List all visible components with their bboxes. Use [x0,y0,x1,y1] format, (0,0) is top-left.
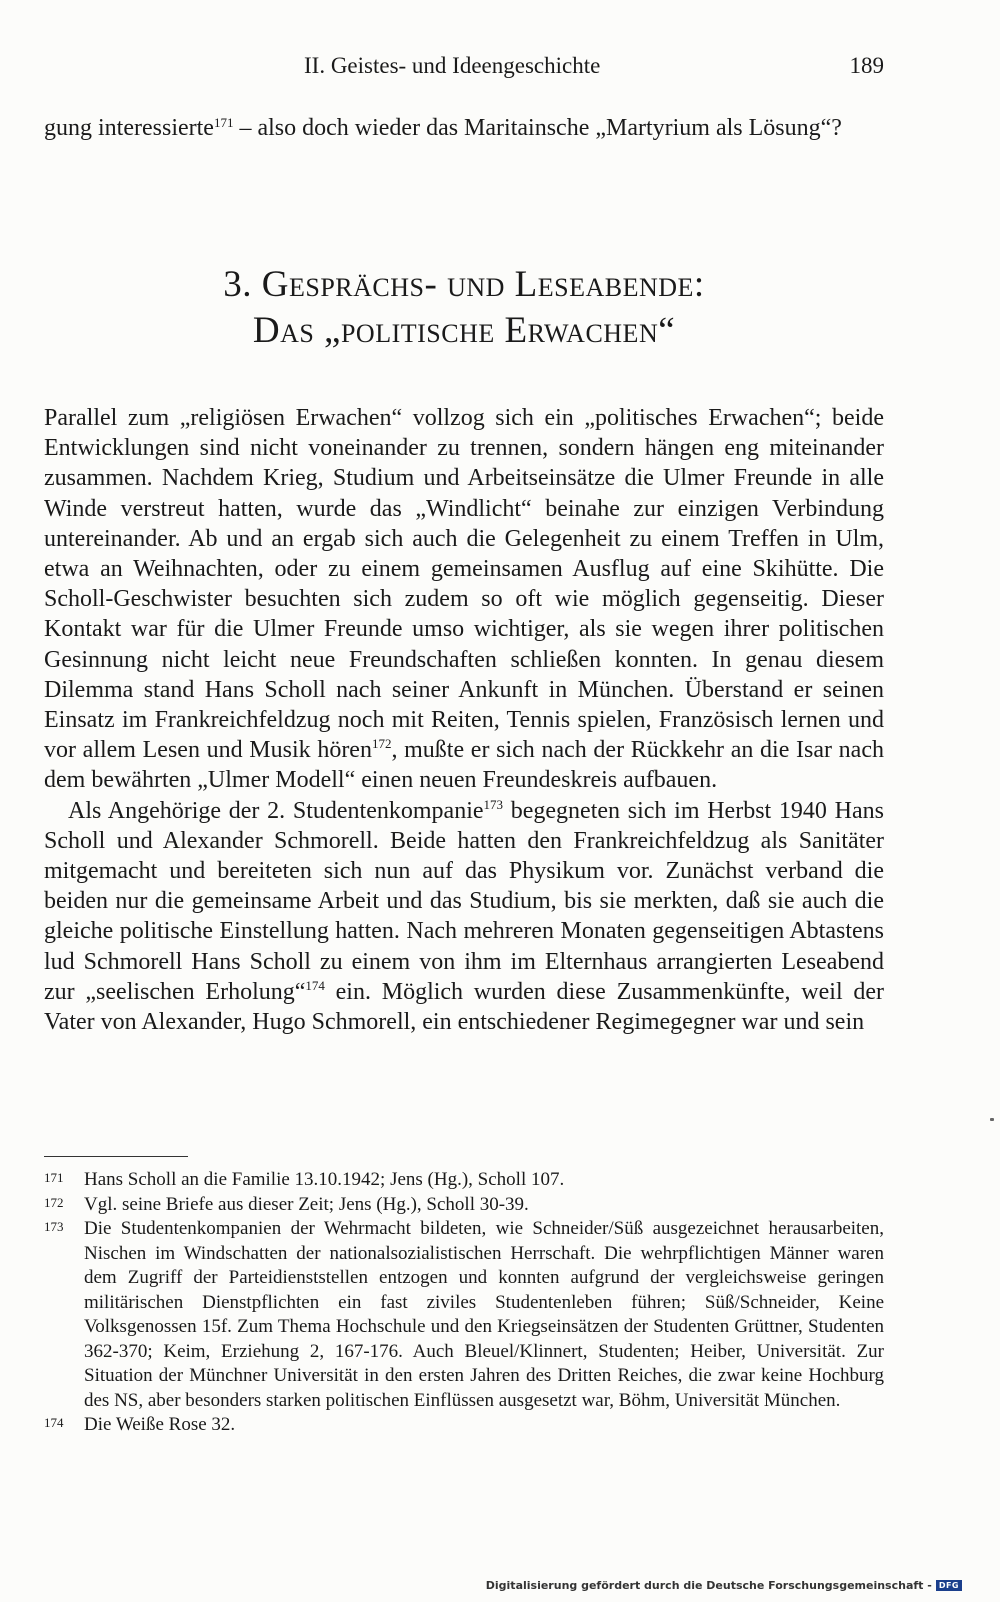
paragraph-text: begegneten sich im Herbst 1940 Hans Scholl und Alexander Schmorell. Beide hatten den Frankreichfeldzug als Sanitäter mitgemacht und bereiteten sich nun auf das Physikum vor. Zunächst verband die beiden nur die gemeinsame Arbeit und das Studium, bis sie merkten, daß sie auch die gleiche politische Einstellung hatten. Nach mehreren Monaten gegenseitigen Abtastens lud Schmorell Hans Scholl zu einem von ihm im Elternhaus arrangierten Leseabend zur „seelischen Erholung“ [44,797,884,1005]
footnote-text: Vgl. seine Briefe aus dieser Zeit; Jens (Hg.), Scholl 30-39. [84,1193,529,1215]
body-text [44,403,884,1037]
footnote-172 [44,1193,884,1218]
carryover-text: – also doch wieder das Maritainsche „Martyrium als Lösung“? [233,115,842,141]
footnote-171 [44,1168,884,1193]
footnotes [44,1168,884,1438]
paragraph-text: , mußte er sich nach der Rückkehr an die Isar nach dem bewährten „Ulmer Modell“ einen neuen Freundeskreis aufbauen. [44,737,884,794]
footnote-173 [44,1217,884,1413]
running-title: II. Geistes- und Ideengeschichte [304,53,601,78]
footnote-number: 171 [44,1170,64,1185]
footnote-number: 174 [44,1415,64,1430]
section-heading [44,262,884,354]
carryover-paragraph [44,114,884,144]
paragraph-2 [44,796,884,1038]
footnote-number: 172 [44,1194,64,1210]
digitization-credit [486,1579,962,1592]
section-heading-line-2: Das „politische Erwachen“ [252,310,676,351]
paragraph-text: Als Angehörige der 2. Studentenkompanie [68,797,484,824]
footnote-text: Die Studentenkompanien der Wehrmacht bildeten, wie Schneider/Süß ausgezeichnet herausarbeiten, Nischen im Windschatten der nationalsozialistischen Herrschaft. Die wehrpflichtigen Männer waren dem Zugriff der Parteidienststellen entzogen und konnten aufgrund der vergleichsweise geringen militärischen Dienstpflichten ein fast ziviles Studentenleben führen; Süß/Schneider, Keine Volksgenossen 15f. Zum Thema Hochschule und den Kriegseinsätzen der Studenten Grüttner, Studenten 362-370; Keim, Erziehung 2, 167-176. Auch Bleuel/Klinnert, Studenten; Heiber, Universität. Zur Situation der Münchner Universität in den ersten Jahren des Dritten Reiches, die zwar keine Hochburg des NS, aber besonders starken politischen Einflüssen ausgesetzt war, Böhm, Universität München. [84,1218,884,1411]
page-number: 189 [849,53,884,78]
credit-text: Digitalisierung gefördert durch die Deutsche Forschungsgemeinschaft - [485,1579,932,1592]
footnote-divider [44,1156,188,1157]
footnote-ref-173[interactable]: 173 [483,796,504,812]
section-heading-line-1: 3. Gesprächs- und Leseabende: [223,264,705,305]
dfg-logo-icon: DFG [936,1580,962,1591]
footnote-number: 173 [44,1219,64,1234]
footnote-ref-172[interactable]: 172 [371,736,392,752]
paragraph-text: ein. Möglich wurden diese Zusammenkünfte, weil der Vater von Alexander, Hugo Schmorell, ein entschiedener Regimegegner war und sein [44,978,884,1036]
footnote-text: Die Weiße Rose 32. [84,1414,236,1435]
paragraph-1 [44,403,884,796]
paragraph-text: Parallel zum „religiösen Erwachen“ vollzog sich ein „politisches Erwachen“; beide Entwicklungen sind nicht voneinander zu trennen, sondern hängen eng miteinander zusammen. Nachdem Krieg, Studium und Arbeitseinsätze die Ulmer Freunde in alle Winde verstreut hatten, wurde das „Windlicht“ beinahe zur einzigen Verbindung untereinander. Ab und an ergab sich auch die Gelegenheit zu einem Treffen in Ulm, etwa an Weihnachten, oder zu einem gemeinsamen Ausflug auf eine Skihütte. Die Scholl-Geschwister besuchten sich zudem so oft wie möglich gegenseitig. Dieser Kontakt war für die Ulmer Freunde umso wichtiger, als sie wegen ihrer politischen Gesinnung nicht leicht neue Freundschaften schließen konnten. In genau diesem Dilemma stand Hans Scholl nach seiner Ankunft in München. Überstand er seinen Einsatz im Frankreichfeldzug noch mit Reiten, Tennis spielen, Französisch lernen und vor allem Lesen und Musik hören [44,405,884,764]
footnote-174 [44,1413,884,1438]
carryover-text: gung interessierte [44,115,214,141]
scan-artifact [990,1118,994,1121]
footnote-text: Hans Scholl an die Familie 13.10.1942; Jens (Hg.), Scholl 107. [84,1169,565,1190]
footnote-ref-171[interactable]: 171 [213,115,234,130]
footnote-ref-174[interactable]: 174 [305,977,325,993]
